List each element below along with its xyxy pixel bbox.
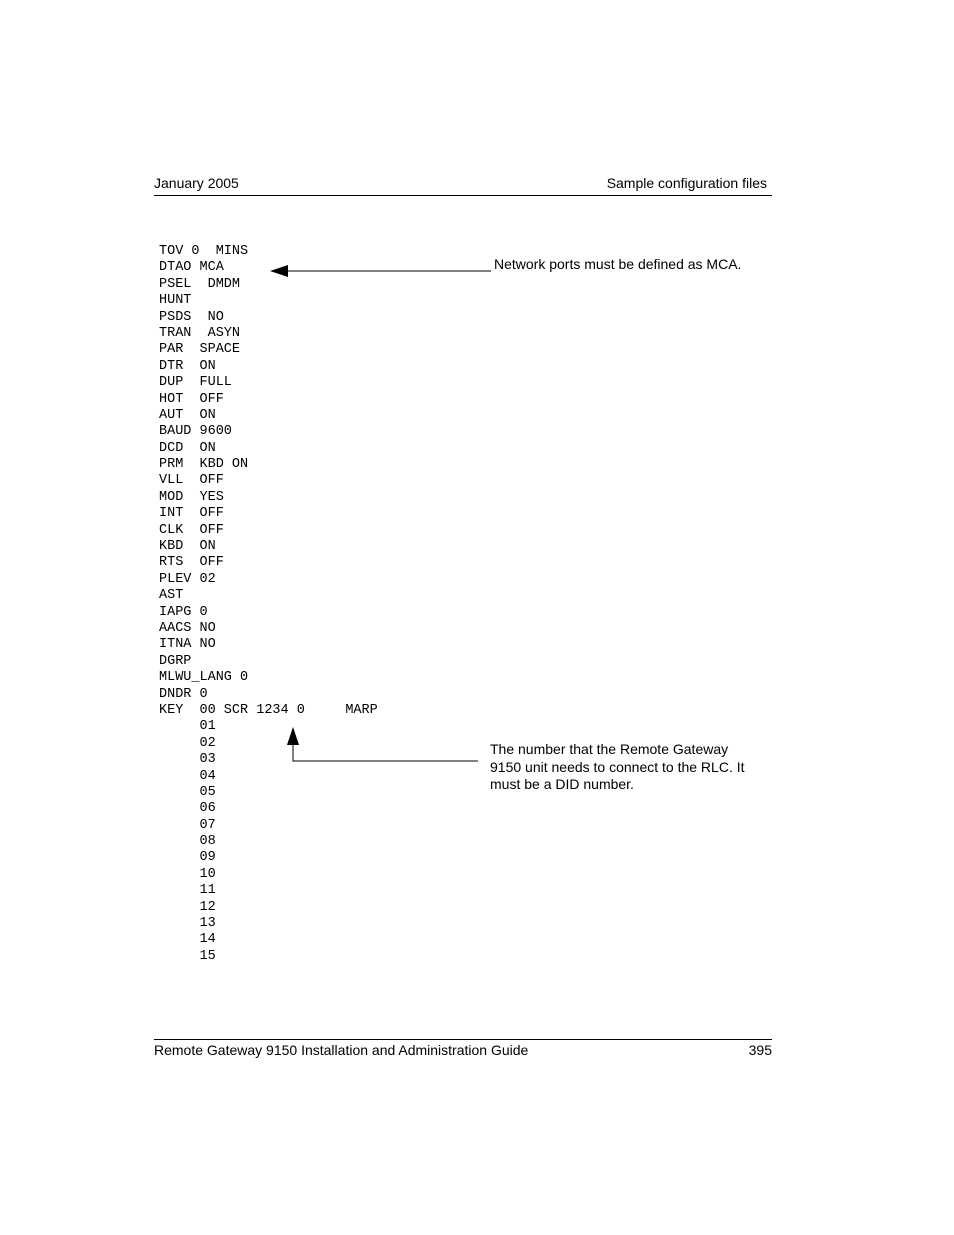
config-line: 05 — [159, 784, 216, 800]
config-line: DUP FULL — [159, 375, 232, 391]
config-line: 08 — [159, 834, 216, 850]
header-section-title: Sample configuration files — [606, 175, 767, 191]
config-line: 03 — [159, 752, 216, 768]
config-line: PSDS NO — [159, 309, 224, 325]
config-line: 06 — [159, 801, 216, 817]
network-ports-callout: Network ports must be defined as MCA. — [494, 256, 742, 272]
config-line: KBD ON — [159, 539, 216, 555]
config-line: INT OFF — [159, 506, 224, 522]
config-line: RTS OFF — [159, 555, 224, 571]
config-line: DTAO MCA — [159, 260, 224, 276]
config-line: DNDR 0 — [159, 686, 208, 702]
config-line: MOD YES — [159, 489, 224, 505]
config-line: 01 — [159, 719, 216, 735]
config-line: 02 — [159, 735, 216, 751]
config-line: KEY 00 SCR 1234 0 MARP — [159, 702, 378, 718]
config-line: HOT OFF — [159, 391, 224, 407]
config-line: MLWU_LANG 0 — [159, 670, 249, 686]
config-line: 11 — [159, 883, 216, 899]
config-line: HUNT — [159, 293, 192, 309]
config-line: DCD ON — [159, 440, 216, 456]
config-line: CLK OFF — [159, 522, 224, 538]
config-line: AST — [159, 588, 184, 604]
config-line: PLEV 02 — [159, 571, 216, 587]
footer-divider — [154, 1039, 772, 1040]
config-line: TRAN ASYN — [159, 325, 241, 341]
config-line: 09 — [159, 850, 216, 866]
config-line: 04 — [159, 768, 216, 784]
config-line: DTR ON — [159, 358, 216, 374]
config-line: IAPG 0 — [159, 604, 208, 620]
config-line: 15 — [159, 948, 216, 964]
config-line: ITNA NO — [159, 637, 216, 653]
config-line: TOV 0 MINS — [159, 244, 249, 259]
config-line: AACS NO — [159, 620, 216, 636]
config-line: 14 — [159, 932, 216, 948]
config-line: PRM KBD ON — [159, 457, 249, 473]
config-line: AUT ON — [159, 407, 216, 423]
config-line: 07 — [159, 817, 216, 833]
config-line: BAUD 9600 — [159, 424, 232, 440]
config-line: 12 — [159, 899, 216, 915]
config-listing — [159, 244, 378, 965]
header-divider — [154, 195, 772, 196]
header-date: January 2005 — [154, 175, 239, 191]
config-line: DGRP — [159, 653, 192, 669]
page-number: 395 — [748, 1042, 772, 1058]
config-line: VLL OFF — [159, 473, 224, 489]
did-number-callout: The number that the Remote Gateway 9150 unit needs to connect to the RLC. It must be a DID number. — [490, 741, 745, 792]
config-line: 13 — [159, 916, 216, 932]
config-line: PSEL DMDM — [159, 276, 241, 292]
config-line: 10 — [159, 866, 216, 882]
config-line: PAR SPACE — [159, 342, 241, 358]
footer-guide-title: Remote Gateway 9150 Installation and Administration Guide — [154, 1042, 529, 1058]
